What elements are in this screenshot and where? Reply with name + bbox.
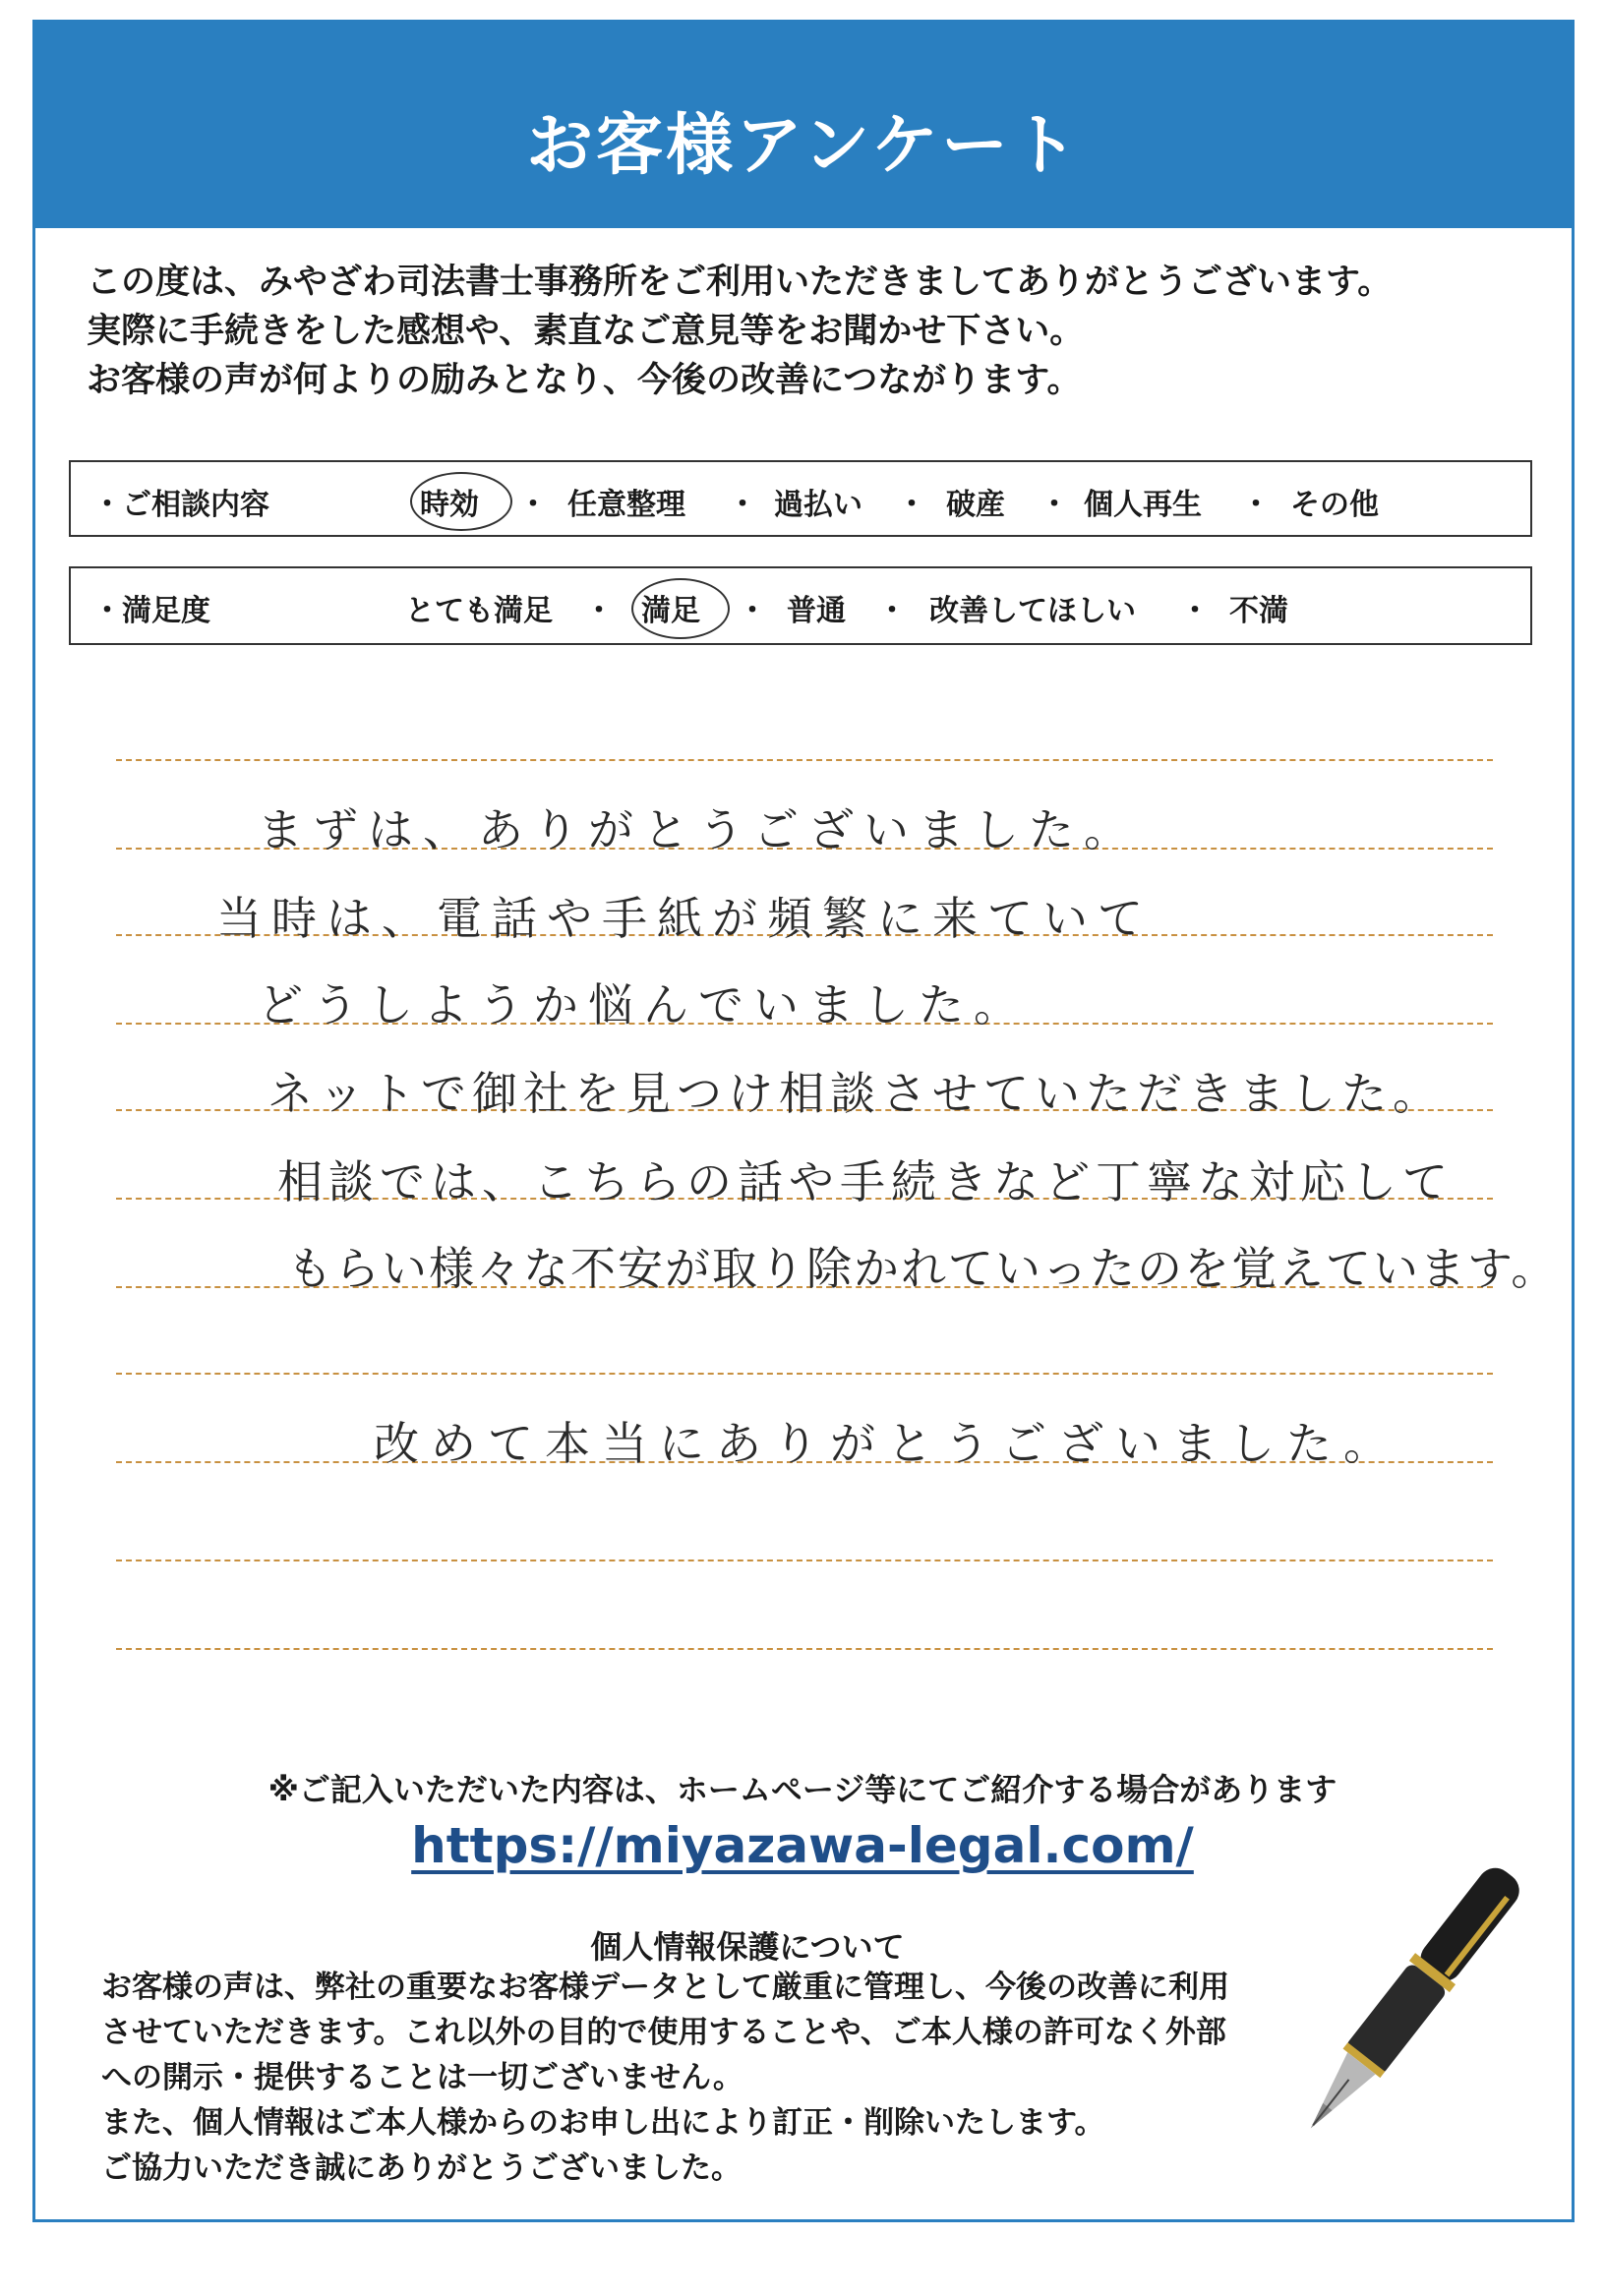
handwritten-line: 改めて本当にありがとうございました。: [374, 1417, 1400, 1470]
option-kojin-saisei: 個人再生: [1084, 488, 1202, 522]
website-link[interactable]: https://miyazawa-legal.com/: [411, 1817, 1194, 1874]
disclosure-note: ※ご記入いただいた内容は、ホームページ等にてご紹介する場合があります: [268, 1771, 1338, 1808]
separator: ・: [1180, 594, 1210, 628]
privacy-heading: 個人情報保護について: [590, 1928, 905, 1966]
satisfaction-label: ・満足度: [92, 594, 210, 628]
option-kabarai: 過払い: [774, 488, 862, 522]
handwritten-line: もらい様々な不安が取り除かれていったのを覚えています。: [287, 1242, 1559, 1295]
handwritten-line: 相談では、こちらの話や手続きなど丁寧な対応して: [277, 1155, 1454, 1208]
separator: ・: [897, 488, 926, 522]
writing-rule: [116, 1373, 1493, 1375]
option-hasan: 破産: [946, 488, 1005, 522]
separator: ・: [518, 488, 548, 522]
separator: ・: [584, 594, 614, 628]
option-totemo-manzoku: とても満足: [405, 594, 553, 628]
writing-rule: [116, 759, 1493, 761]
handwritten-line: ネットで御社を見つけ相談させていただきました。: [268, 1067, 1444, 1120]
page-title: お客様アンケート: [526, 107, 1081, 185]
handwritten-line: まずは、ありがとうございました。: [258, 803, 1139, 856]
intro-line: この度は、みやざわ司法書士事務所をご利用いただきましてありがとうございます。: [87, 263, 1393, 302]
option-sonota: その他: [1290, 488, 1379, 522]
privacy-text: [101, 1965, 1340, 2191]
selection-circle: [410, 472, 512, 531]
selection-circle: [631, 578, 730, 639]
privacy-line: お客様の声は、弊社の重要なお客様データとして厳重に管理し、今後の改善に利用: [101, 1970, 1229, 2005]
option-futsuu: 普通: [787, 594, 846, 628]
privacy-line: また、個人情報はご本人様からのお申し出により訂正・削除いたします。: [101, 2105, 1105, 2141]
writing-rule: [116, 1560, 1493, 1561]
consultation-box: [69, 460, 1532, 537]
separator: ・: [1040, 488, 1069, 522]
handwritten-line: 当時は、電話や手紙が頻繁に来ていて: [216, 892, 1153, 945]
writing-rule: [116, 1648, 1493, 1650]
handwritten-line: どうしようか悩んでいました。: [258, 978, 1029, 1031]
option-manzoku: 満足: [641, 594, 700, 628]
separator: ・: [728, 488, 757, 522]
option-nini-seiri: 任意整理: [567, 488, 685, 522]
consultation-label: ・ご相談内容: [92, 488, 269, 522]
header-banner: [32, 20, 1575, 228]
separator: ・: [738, 594, 767, 628]
option-fuman: 不満: [1229, 594, 1288, 628]
intro-line: お客様の声が何よりの励みとなり、今後の改善につながります。: [87, 361, 1082, 400]
option-kaizen: 改善してほしい: [929, 594, 1136, 628]
privacy-line: への開示・提供することは一切ございません。: [101, 2060, 743, 2095]
separator: ・: [1241, 488, 1271, 522]
intro-line: 実際に手続きをした感想や、素直なご意見等をお聞かせ下さい。: [87, 312, 1085, 351]
fountain-pen-icon: [1269, 1849, 1544, 2163]
privacy-line: させていただきます。これ以外の目的で使用することや、ご本人様の許可なく外部: [101, 2015, 1226, 2050]
satisfaction-box: [69, 566, 1532, 645]
option-jiko: 時効: [420, 488, 479, 522]
intro-text: [87, 258, 1392, 405]
privacy-line: ご協力いただき誠にありがとうございました。: [101, 2150, 742, 2186]
separator: ・: [877, 594, 907, 628]
